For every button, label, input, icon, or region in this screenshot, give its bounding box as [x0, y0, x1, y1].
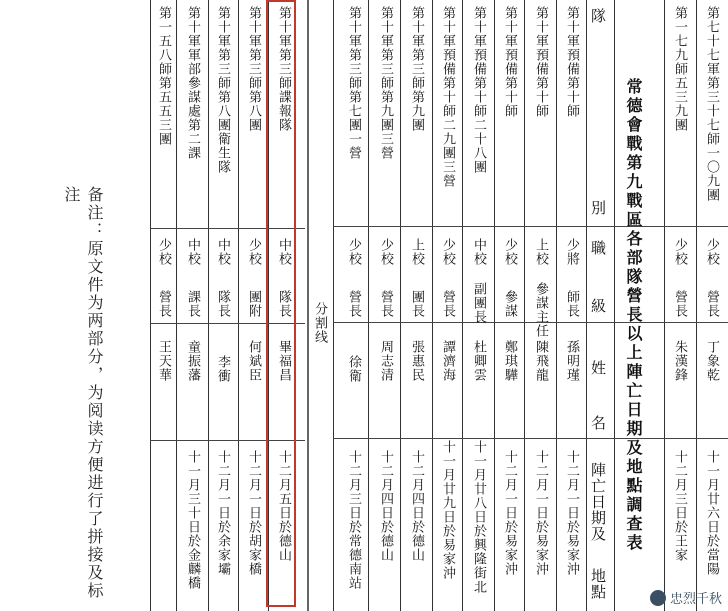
role-cell: 營長	[346, 290, 361, 318]
separator-line	[307, 0, 309, 611]
header-rank: 職	[589, 240, 607, 256]
unit-cell: 第十軍預備第十師	[564, 6, 579, 118]
role-cell: 營長	[672, 290, 687, 318]
separator-label: 分割线	[312, 302, 327, 344]
rank-cell: 少校	[246, 238, 261, 266]
role-cell: 營長	[704, 290, 719, 318]
name-cell: 徐衛	[346, 355, 361, 383]
role-cell: 課長	[185, 290, 200, 318]
header-grade: 級	[589, 298, 607, 314]
name-cell: 孫明瑾	[564, 340, 579, 382]
death-cell: 十二月三日於常德南站	[346, 450, 361, 590]
header-death-a: 陣亡日期及	[589, 462, 607, 542]
unit-cell: 第十軍第三師第八團衛生隊	[215, 6, 230, 174]
role-cell: 團長	[409, 290, 424, 318]
death-cell: 十二月三日於王家	[672, 450, 687, 562]
death-cell: 十二月一日於余家壩	[215, 450, 230, 576]
name-cell: 李衝	[215, 355, 230, 383]
death-cell: 十一月廿六日於當陽	[704, 450, 719, 576]
death-cell: 十一月廿九日於易家沖	[440, 440, 455, 580]
name-cell: 張惠民	[409, 340, 424, 382]
role-cell: 營長	[156, 290, 171, 318]
role-cell: 師長	[564, 290, 579, 318]
role-cell: 營長	[440, 290, 455, 318]
role-cell: 參謀主任	[533, 282, 548, 338]
death-cell: 十二月四日於德山	[409, 450, 424, 562]
watermark-icon	[650, 590, 666, 606]
header-name-b: 名	[589, 415, 607, 431]
role-cell: 副團長	[471, 282, 486, 324]
name-cell: 畢福昌	[276, 340, 291, 382]
death-cell: 十二月五日於德山	[276, 450, 291, 562]
name-cell: 杜卿雲	[471, 340, 486, 382]
death-cell: 十一月三十日於金麟橋	[185, 450, 200, 590]
header-unit: 隊	[589, 8, 607, 24]
name-cell: 譚濟海	[440, 340, 455, 382]
rank-cell: 中校	[185, 238, 200, 266]
death-cell: 十二月一日於胡家橋	[246, 450, 261, 576]
death-cell: 十二月一日於易家沖	[502, 450, 517, 576]
name-cell: 周志清	[378, 340, 393, 382]
unit-cell: 第十軍第三師第八團	[246, 6, 261, 132]
role-cell: 隊長	[276, 290, 291, 318]
header-death-b: 地點	[589, 568, 607, 600]
name-cell: 朱漢鋒	[672, 340, 687, 382]
unit-cell: 第十軍第三師第九團	[409, 6, 424, 132]
rank-cell: 中校	[276, 238, 291, 266]
death-cell: 十二月一日於易家沖	[533, 450, 548, 576]
unit-cell: 第十軍預備第十師二十八團	[471, 6, 486, 174]
unit-cell: 第十軍預備第十師	[533, 6, 548, 118]
death-cell: 十二月四日於德山	[378, 450, 393, 562]
annotation-note: 备注：原文件为两部分，为阅读方便进行了拼接及标注	[62, 186, 104, 600]
role-cell: 營長	[378, 290, 393, 318]
name-cell: 丁象乾	[704, 340, 719, 382]
header-name-a: 姓	[589, 360, 607, 376]
rank-cell: 少校	[346, 238, 361, 266]
rank-cell: 中校	[215, 238, 230, 266]
rank-cell: 上校	[533, 238, 548, 266]
rank-cell: 上校	[409, 238, 424, 266]
unit-cell: 第十軍軍部參謀處第二課	[185, 6, 200, 160]
rank-cell: 少校	[704, 238, 719, 266]
rank-cell: 少將	[564, 238, 579, 266]
unit-cell: 第一七九師五三九團	[672, 6, 687, 132]
watermark	[650, 588, 722, 607]
page-title: 常德會戰第九戰區各部隊營長以上陣亡日期及地點調查表	[624, 78, 643, 553]
unit-cell: 第七十七軍第三十七師一〇九團	[704, 6, 719, 202]
role-cell: 隊長	[215, 290, 230, 318]
rank-cell: 中校	[471, 238, 486, 266]
unit-cell: 第十軍第三師第九團三營	[378, 6, 393, 160]
unit-cell: 第十軍第三師諜報隊	[276, 6, 291, 132]
unit-cell: 第一五八師第五五三團	[156, 6, 171, 146]
unit-cell: 第十軍第三師第七團一營	[346, 6, 361, 160]
role-cell: 參謀	[502, 290, 517, 318]
watermark-text: 忠烈千秋	[669, 592, 722, 607]
unit-cell: 第十軍預備第十師二九團三營	[440, 6, 455, 188]
rank-cell: 少校	[440, 238, 455, 266]
death-cell: 十一月廿八日於興隆街北	[471, 440, 486, 594]
rank-cell: 少校	[672, 238, 687, 266]
name-cell: 何斌臣	[246, 340, 261, 382]
rank-cell: 少校	[378, 238, 393, 266]
name-cell: 鄭琪驊	[502, 340, 517, 382]
name-cell: 陳飛龍	[533, 340, 548, 382]
name-cell: 童振藩	[185, 340, 200, 382]
role-cell: 團附	[246, 290, 261, 318]
rank-cell: 少校	[156, 238, 171, 266]
rank-cell: 少校	[502, 238, 517, 266]
unit-cell: 第十軍預備第十師	[502, 6, 517, 118]
name-cell: 王天華	[156, 340, 171, 382]
header-category: 別	[589, 200, 607, 216]
death-cell: 十二月一日於易家沖	[564, 450, 579, 576]
